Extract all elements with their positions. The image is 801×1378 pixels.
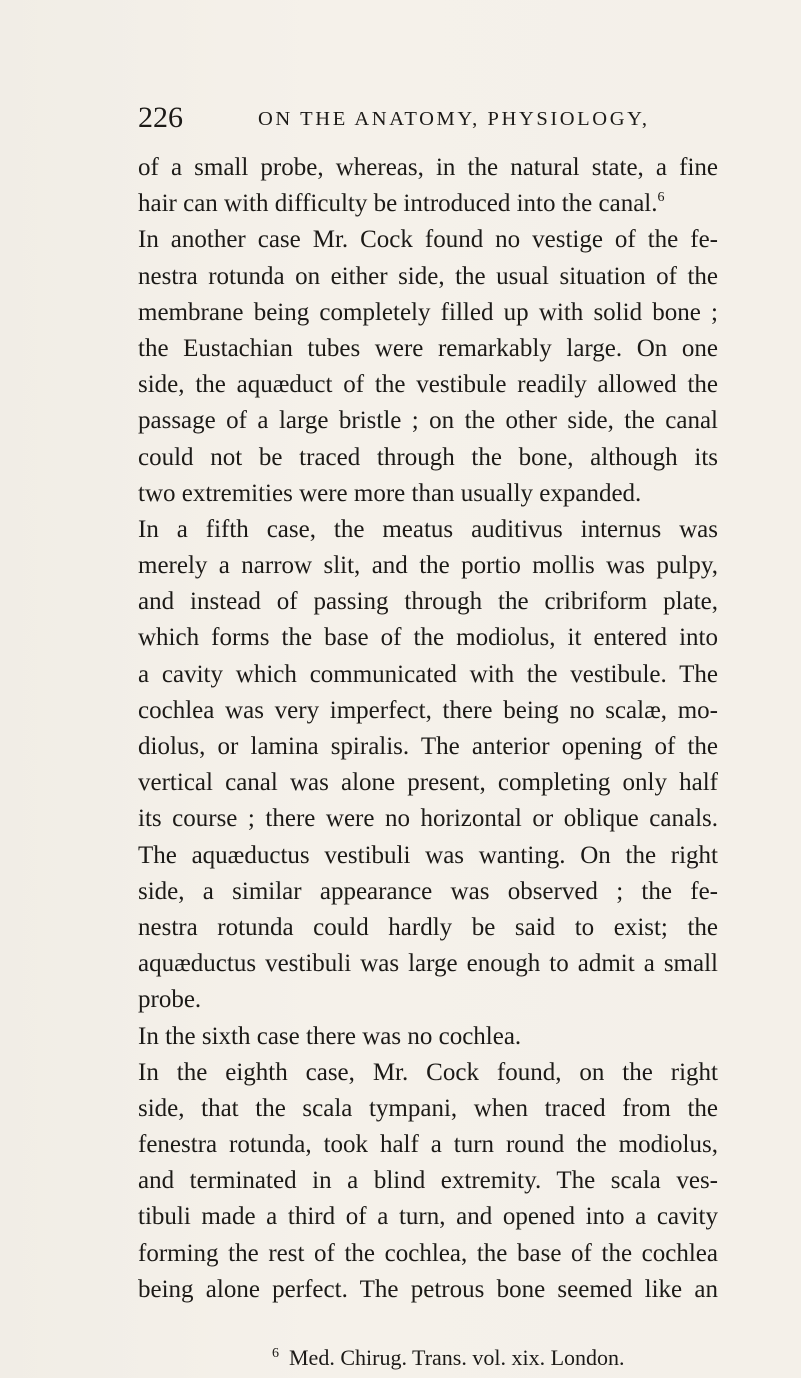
text-line — [138, 729, 718, 765]
running-head — [138, 100, 718, 136]
text-line — [138, 440, 718, 476]
text-line — [138, 403, 718, 439]
text-line-content: a cavity which communicated with the vestibule. The — [138, 660, 718, 688]
text-line-content: cochlea was very imperfect, there being no scalæ, mo- — [138, 696, 718, 724]
text-line-content: In the eighth case, Mr. Cock found, on the right — [138, 1058, 718, 1086]
text-line-content: passage of a large bristle ; on the other side, the canal — [138, 407, 718, 435]
text-line-content: side, that the scala tympani, when traced from the — [138, 1094, 718, 1122]
text-line-content: of a small probe, whereas, in the natural state, a fine — [138, 154, 718, 181]
text-line — [138, 1019, 718, 1055]
text-line — [138, 512, 718, 548]
text-line-content: membrane being completely filled up with solid bone ; — [138, 298, 718, 326]
text-line — [138, 946, 718, 982]
text-line-content: vertical canal was alone present, completing only half — [138, 769, 718, 797]
text-line-content: diolus, or lamina spiralis. The anterior opening of the — [138, 733, 718, 760]
text-line — [138, 1055, 718, 1091]
text-line-content: forming the rest of the cochlea, the base of the cochlea — [138, 1239, 718, 1267]
text-line — [138, 620, 718, 656]
text-line-content: fenestra rotunda, took half a turn round the modiolus, — [138, 1131, 718, 1159]
text-line-content: In another case Mr. Cock found no vestige of the fe- — [138, 226, 718, 254]
body-text — [138, 150, 718, 1308]
text-line-content: side, a similar appearance was observed ; the fe- — [138, 877, 718, 905]
text-line-content: hair can with difficulty be introduced into the canal. — [138, 190, 658, 218]
text-line-content: and instead of passing through the cribriform plate, — [138, 588, 718, 616]
text-line — [138, 476, 718, 512]
text-line — [138, 838, 718, 874]
text-line — [138, 1272, 718, 1308]
text-line — [138, 548, 718, 584]
text-line — [138, 910, 718, 946]
text-line — [138, 982, 718, 1018]
text-line-content: the Eustachian tubes were remarkably large. On one — [138, 334, 718, 362]
running-head-title: ON THE ANATOMY, PHYSIOLOGY, — [258, 108, 650, 130]
page-number: 226 — [138, 101, 183, 134]
text-line — [138, 1236, 718, 1272]
text-line — [138, 259, 718, 295]
text-line — [138, 1127, 718, 1163]
text-line-content: side, the aquæduct of the vestibule readily allowed the — [138, 371, 718, 399]
text-line-content: and terminated in a blind extremity. The scala ves- — [138, 1167, 718, 1195]
text-line — [138, 657, 718, 693]
text-line — [138, 186, 718, 222]
footnote-line — [272, 1340, 625, 1372]
text-line — [138, 150, 718, 186]
text-line — [138, 1091, 718, 1127]
footnote-reference: 6 — [657, 190, 665, 206]
text-line-content: The aquæductus vestibuli was wanting. On the right — [138, 841, 718, 869]
text-line — [138, 331, 718, 367]
text-line-content: nestra rotunda on either side, the usual situation of the — [138, 262, 718, 290]
text-line-content: aquæductus vestibuli was large enough to admit a small — [138, 950, 718, 978]
text-line-content: could not be traced through the bone, although its — [138, 443, 718, 471]
text-line-content: nestra rotunda could hardly be said to exist; the — [138, 913, 718, 941]
text-line — [138, 222, 718, 258]
text-line-content: In a fifth case, the meatus auditivus internus was — [138, 515, 718, 543]
text-line — [138, 765, 718, 801]
text-line — [138, 367, 718, 403]
text-line — [138, 801, 718, 837]
footnote-mark: 6 — [272, 1346, 279, 1361]
text-line-content: probe. — [138, 986, 202, 1014]
text-line — [138, 1163, 718, 1199]
text-line — [138, 874, 718, 910]
text-line — [138, 584, 718, 620]
footnote-text: Med. Chirug. Trans. vol. xix. London. — [289, 1345, 625, 1370]
text-line-content: two extremities were more than usually expanded. — [138, 479, 642, 507]
text-line — [138, 295, 718, 331]
text-line-content: its course ; there were no horizontal or oblique canals. — [138, 805, 718, 833]
text-line-content: In the sixth case there was no cochlea. — [138, 1022, 522, 1050]
text-line-content: tibuli made a third of a turn, and opened into a cavity — [138, 1203, 718, 1231]
text-line-content: being alone perfect. The petrous bone seemed like an — [138, 1275, 718, 1303]
text-line-content: merely a narrow slit, and the portio mollis was pulpy, — [138, 552, 718, 580]
text-line — [138, 693, 718, 729]
text-line — [138, 1199, 718, 1235]
text-line-content: which forms the base of the modiolus, it entered into — [138, 624, 718, 652]
